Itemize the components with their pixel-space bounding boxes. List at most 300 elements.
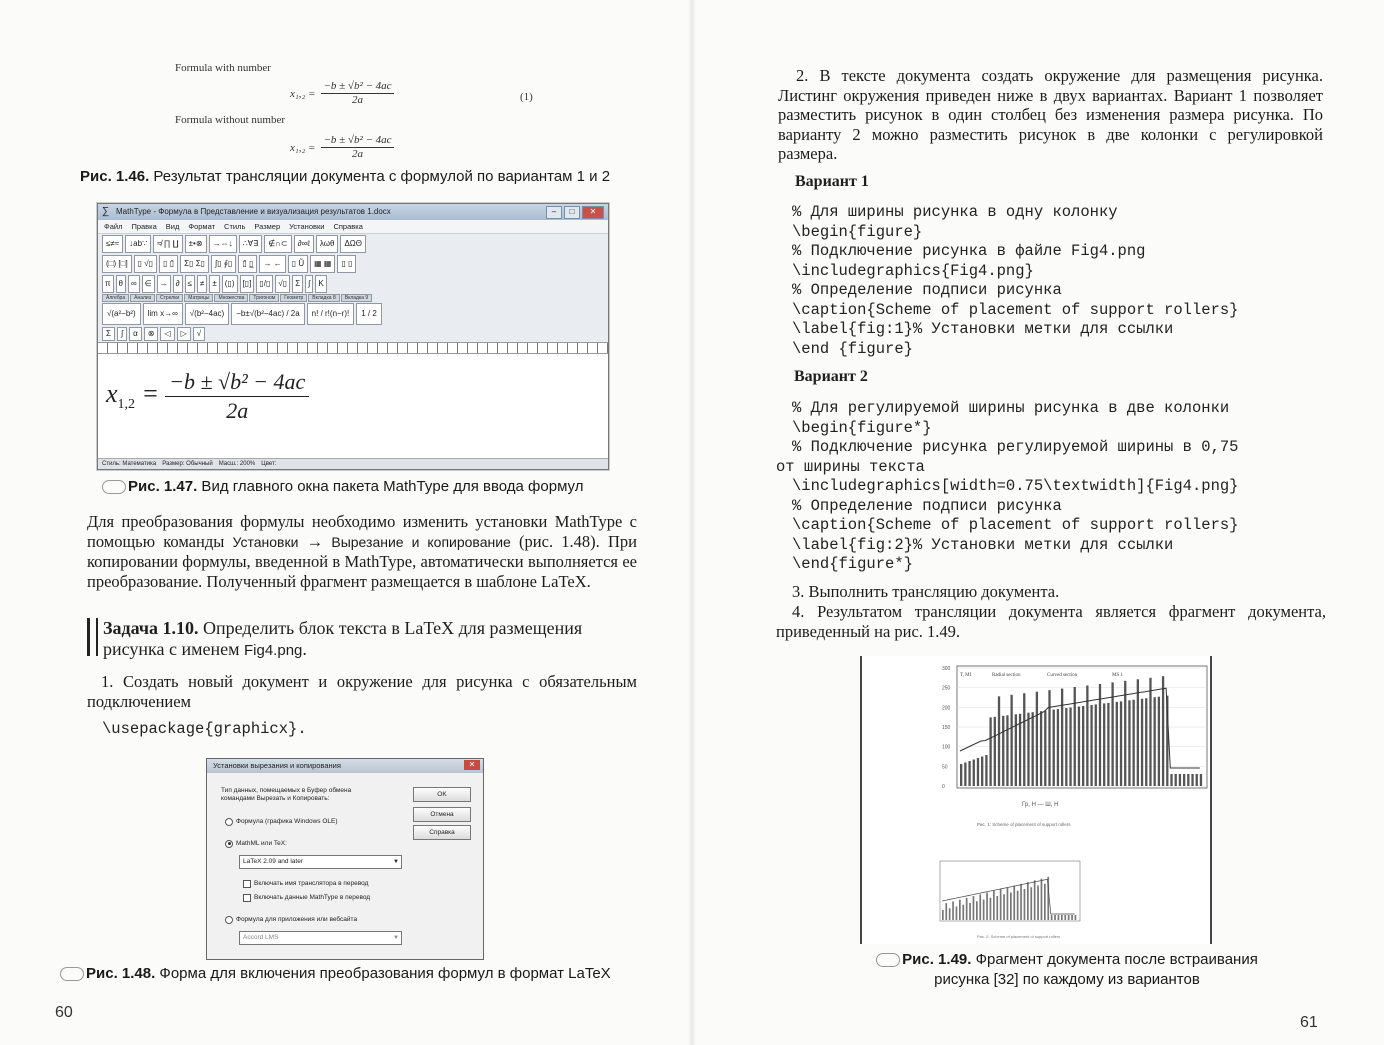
step-1: 1. Создать новый документ и окружение для рисунка с обязательным подключением	[87, 672, 637, 711]
task-marker	[87, 618, 98, 656]
chart-bar	[1065, 708, 1067, 786]
y-tick-label: 0	[942, 784, 945, 790]
translator-select[interactable]	[239, 855, 402, 869]
maximize-icon[interactable]: □	[564, 206, 580, 219]
symbol-palette-button[interactable]: ▯ ▯̄	[159, 255, 178, 273]
figure-caption-1-46	[80, 168, 670, 185]
y-tick-label: 100	[942, 744, 951, 751]
variant-1-heading: Вариант 1	[795, 173, 869, 190]
mathtype-window	[97, 203, 609, 470]
chart-bar	[981, 757, 983, 787]
chart-bar	[1149, 678, 1151, 786]
symbol-palette-button[interactable]: ▯ ▯	[337, 255, 356, 273]
chart-bar	[1048, 690, 1050, 786]
template-tabs	[98, 294, 608, 302]
formula-fraction	[321, 134, 393, 161]
formula-denominator: 2a	[352, 148, 364, 160]
formula-editing-area[interactable]	[98, 354, 608, 458]
checkbox-icon[interactable]	[243, 880, 251, 888]
chart-bar	[1007, 887, 1009, 920]
ruler	[98, 342, 608, 354]
option-label: Формула (графика Windows OLE)	[236, 818, 338, 825]
region-label: Curved section	[1047, 673, 1078, 678]
chart-bar	[990, 898, 992, 920]
window-title: MathType - Формула в Представление и визуализация результатов 1.docx	[116, 207, 391, 216]
numbered-formula	[290, 80, 394, 107]
option-label: Включать данные MathType в перевод	[254, 894, 371, 901]
toolbar-symbol[interactable]: ∫	[117, 327, 127, 341]
chart-bar	[1071, 915, 1073, 920]
formula-numerator: −b ± √b² − 4ac	[165, 368, 309, 397]
include-mathtype-data[interactable]	[243, 893, 370, 902]
symbol-palette-button[interactable]: [▯]	[240, 275, 255, 293]
chevron-down-icon: ▼	[393, 935, 399, 941]
chart-bar	[1019, 714, 1021, 786]
caption-text: Вид главного окна пакета MathType для ввода формул	[197, 478, 584, 495]
formula-variable: $x_{1,2}$ =	[106, 379, 160, 413]
symbol-palette-button[interactable]: ∫	[305, 275, 313, 293]
chart-bar	[949, 908, 951, 920]
symbol-palette-button[interactable]: ▯̄ ▯̲	[238, 255, 257, 273]
menu-item[interactable]: Размер	[254, 222, 281, 231]
template-tab[interactable]: Матрицы	[184, 294, 213, 302]
menu-item[interactable]: Файл	[104, 222, 123, 231]
ok-button[interactable]: OK	[413, 787, 471, 802]
symbol-palette-button[interactable]: ΔΩΘ	[340, 235, 366, 253]
caption-text: Результат трансляции документа с формулой по вариантам 1 и 2	[149, 168, 611, 185]
code-line: % Определение подписи рисунка	[792, 281, 1062, 299]
toolbar-symbol[interactable]: Σ	[102, 327, 115, 341]
formula-denominator: 2a	[352, 94, 364, 106]
symbol-palette-button[interactable]: ∴∀∃	[239, 235, 263, 253]
symbol-palette-button[interactable]: ▯/▯	[256, 275, 273, 293]
minimize-icon[interactable]: –	[546, 206, 562, 219]
chart-bar	[1116, 702, 1118, 786]
toolbar-symbol[interactable]: √	[193, 327, 205, 341]
chart-bar	[1024, 889, 1026, 920]
figure-1-49-graphics	[862, 656, 1210, 944]
template-tab[interactable]: Геометр	[280, 294, 307, 302]
chart-bar	[1103, 703, 1105, 786]
arrow-glyph: →	[298, 531, 332, 551]
variant-2-code	[776, 399, 1238, 575]
chart-bar	[1183, 774, 1185, 786]
template-tab[interactable]: Тригоном	[249, 294, 279, 302]
menu-item[interactable]: Правка	[131, 222, 157, 231]
code-line: % Для регулируемой ширины рисунка в две колонки	[792, 399, 1230, 417]
cloud-icon	[60, 967, 84, 981]
chart-bar	[964, 763, 966, 787]
caption-text: Фрагмент документа после встраивания	[971, 951, 1258, 968]
region-label: MS 1	[1112, 673, 1123, 678]
chart-bar	[989, 717, 991, 786]
code-line: % Подключение рисунка в файле Fig4.png	[792, 242, 1146, 260]
chart-bar	[973, 896, 975, 920]
chevron-down-icon: ▼	[393, 859, 399, 865]
chart-bar	[1170, 774, 1172, 786]
help-button[interactable]: Справка	[413, 825, 471, 840]
code-line: \caption{Scheme of placement of support rollers}	[792, 300, 1239, 319]
code-line: % Для ширины рисунка в одну колонку	[792, 203, 1118, 221]
chart-bar	[1158, 697, 1160, 786]
usepackage-code: \usepackage{graphicx}.	[102, 720, 307, 738]
symbol-palette-button[interactable]: ∂	[173, 275, 183, 293]
chart-bar	[1023, 693, 1025, 786]
chart-bar	[956, 907, 958, 921]
close-icon[interactable]: ✕	[464, 760, 480, 770]
template-button[interactable]: n! / r!(n−r)!	[307, 303, 355, 325]
code-line: \includegraphics{Fig4.png}	[792, 261, 1034, 280]
chart-bar	[942, 910, 944, 920]
template-tab[interactable]: Анализ	[130, 294, 155, 302]
formula-with-number-label: Formula with number	[175, 62, 271, 74]
document-fragment-figure	[860, 656, 1212, 944]
caption-number: Рис. 1.48.	[86, 965, 156, 982]
y-tick-label: 50	[942, 764, 948, 771]
chart-bar	[1000, 889, 1002, 920]
code-line: \end{figure*}	[792, 555, 913, 573]
mathtype-app-icon: ∑	[102, 206, 110, 217]
chart-bar	[998, 696, 1000, 786]
chart-bar	[1196, 774, 1198, 786]
formula-lhs: x₁,₂ =	[290, 87, 316, 100]
small-toolbar	[98, 326, 608, 342]
formula-numerator: −b ± √b² − 4ac	[323, 80, 392, 92]
chart-bar	[1078, 707, 1080, 786]
chart-bar	[1128, 700, 1130, 786]
chart-bar	[1064, 915, 1066, 920]
symbol-palette-button[interactable]: π	[102, 275, 114, 293]
cloud-icon	[876, 953, 900, 967]
select-value: Accord LMS	[243, 934, 279, 941]
chart-bar	[1175, 774, 1177, 786]
chart-bar	[1124, 681, 1126, 786]
window-controls	[546, 206, 604, 219]
cloud-icon	[102, 480, 126, 494]
symbol-palette-button[interactable]: ∈	[142, 275, 155, 293]
y-tick-label: 150	[942, 725, 951, 731]
chart-bar	[977, 758, 979, 786]
chart-bar	[1132, 700, 1134, 786]
formula-without-number-label: Formula without number	[175, 114, 285, 126]
unnumbered-formula	[290, 134, 394, 161]
code-line: \label{fig:2}% Установки метки для ссылки	[792, 535, 1174, 554]
template-tab[interactable]: Алгебра	[102, 294, 129, 302]
formula-denominator: 2a	[226, 398, 249, 423]
chart-bar	[1137, 679, 1139, 786]
chart-bar	[1044, 884, 1046, 920]
symbol-palette-button[interactable]: ▯ √▯	[134, 255, 157, 273]
step-4: 4. Результатом трансляции документа является фрагмент документа, приведенный на рис. 1.49.	[776, 602, 1326, 641]
symbol-palette-button[interactable]: Σ	[292, 275, 303, 293]
figure-caption-1-49	[832, 950, 1302, 990]
symbol-palette-button[interactable]: ≤≠≈	[102, 235, 123, 253]
symbol-palette-button[interactable]: θ	[116, 275, 126, 293]
paragraph-text: (рис. 1.48). При копировании формулы, введенной в MathType, автоматически выполняется ее преобразование. Полученный фрагмент размещается в шаблоне LaTeX.	[87, 531, 637, 591]
figure-caption-1-48	[60, 965, 680, 982]
chart-bar	[962, 905, 964, 920]
dialog-description: Тип данных, помещаемых в Буфер обмена командами Вырезать и Копировать:	[221, 787, 352, 802]
chart-bar	[1057, 709, 1059, 786]
template-button[interactable]: 1 / 2	[356, 303, 382, 325]
chart-bar	[952, 901, 954, 920]
symbol-palette-button[interactable]: ▯ Ũ	[288, 255, 308, 273]
menu-item[interactable]: Стиль	[224, 222, 246, 231]
chart-bar	[1036, 692, 1038, 786]
chart-bar	[985, 755, 987, 786]
close-icon[interactable]: ✕	[582, 206, 604, 219]
symbol-palette-button[interactable]: → ←	[259, 255, 285, 273]
code-line: % Определение подписи рисунка	[792, 496, 1062, 515]
status-item: Масш.: 200%	[218, 461, 256, 467]
symbol-palette-button[interactable]: ↓ab∵	[125, 235, 151, 253]
toolbar-symbol[interactable]: ⊗	[144, 327, 159, 341]
menu-item[interactable]: Справка	[333, 222, 363, 231]
menu-item[interactable]: Вид	[165, 222, 180, 231]
symbol-palette-button[interactable]: ≉ ∏ ∐	[153, 235, 182, 253]
status-item: Стиль: Математика	[102, 461, 157, 467]
menu-item[interactable]: Установки	[289, 222, 325, 231]
option-web-app[interactable]	[225, 915, 357, 924]
dialog-title: Установки вырезания и копирования	[213, 761, 341, 770]
chart-bar	[945, 903, 947, 920]
formula-fraction	[321, 80, 393, 107]
chart-bar	[993, 891, 995, 920]
chart-bar	[959, 900, 961, 920]
paragraph-text: Для преобразования формулы необходимо изменить установки MathType с помощью команды	[87, 512, 637, 551]
template-button[interactable]: lim x→∞	[143, 303, 183, 325]
chart-bar	[994, 717, 996, 786]
template-button[interactable]: −b±√(b²−4ac) / 2a	[231, 303, 304, 325]
template-button[interactable]: √(b²−4ac)	[185, 303, 229, 325]
status-bar	[98, 458, 608, 469]
region-label: T, MI	[960, 673, 972, 678]
symbol-palette-button[interactable]: √▯	[275, 275, 290, 293]
chart-bar	[966, 898, 968, 920]
chart-bar	[1003, 894, 1005, 920]
select-value: LaTeX 2.09 and later	[243, 858, 303, 865]
chart-bar	[973, 760, 975, 787]
task-statement	[103, 618, 643, 661]
variant-1-code	[792, 203, 1238, 359]
step-2: 2. В тексте документа создать окружение для размещения рисунка. Листинг окружения приведен ниже в двух вариантах. Вариант 1 позволяет разместить рисунок в один столбец без изменения размера рисунка. По варианту 2 можно разместить рисунок в две колонки с регулировкой размера.	[778, 66, 1323, 163]
code-line: \label{fig:1}% Установки метки для ссылки	[792, 320, 1174, 338]
code-line: \caption{Scheme of placement of support rollers}	[792, 516, 1239, 534]
chart-bar	[1141, 699, 1143, 786]
template-tab[interactable]: Вкладка 8	[308, 294, 339, 302]
chart-bar	[1095, 704, 1097, 786]
y-tick-label: 200	[942, 705, 951, 712]
chart-bar	[1010, 695, 1012, 786]
template-tab[interactable]: Множества	[214, 294, 248, 302]
chart-bar	[1090, 705, 1092, 786]
chart-bar	[983, 900, 985, 921]
chart-bar	[1002, 716, 1004, 786]
code-line: \includegraphics[width=0.75\textwidth]{Fig4.png}	[792, 477, 1239, 495]
symbol-palette-button[interactable]: →	[157, 275, 171, 293]
chart-bar	[1107, 703, 1109, 786]
code-line: % Подключение рисунка регулируемой ширины в 0,75	[792, 438, 1239, 456]
right-page	[692, 0, 1384, 1045]
chart-bar	[1053, 710, 1055, 786]
toolbar-symbol[interactable]: ◁	[160, 327, 174, 341]
symbol-palette-button[interactable]: ±•⊗	[185, 235, 207, 253]
figure-caption-1-47	[102, 478, 682, 495]
equation-number: (1)	[520, 91, 533, 103]
symbol-palette-button[interactable]: ±	[209, 275, 219, 293]
symbol-palette-button[interactable]: λωθ	[316, 235, 339, 253]
formula-fraction	[165, 368, 309, 425]
region-label: Radial section	[992, 673, 1021, 678]
chart-bar	[969, 903, 971, 920]
chart-bar	[1010, 893, 1012, 921]
symbol-palette-button[interactable]: (□) [□]	[102, 255, 132, 273]
chart-bar	[1120, 701, 1122, 786]
include-translator-name[interactable]	[243, 879, 368, 888]
chart-bar	[976, 901, 978, 920]
chart-bar	[1032, 712, 1034, 786]
chart-bar	[979, 894, 981, 920]
chart-bar	[1074, 687, 1076, 786]
symbol-palette-button[interactable]: ≤	[185, 275, 195, 293]
task-end: .	[302, 639, 307, 659]
caption-text-line-2: рисунка [32] по каждому из вариантов	[934, 971, 1200, 988]
symbol-palette-button[interactable]: ∉∩⊂	[264, 235, 291, 253]
caption-text: Форма для включения преобразования формул в формат LaTeX	[155, 965, 611, 982]
symbol-palette-button[interactable]: ∂∞ℓ	[294, 235, 314, 253]
task-filename: Fig4.png	[244, 642, 303, 659]
page-number: 60	[55, 1004, 73, 1021]
chart-bar	[968, 761, 970, 786]
menu-item[interactable]: Формат	[188, 222, 216, 231]
y-tick-label: 250	[942, 685, 951, 692]
chart-bar	[960, 764, 962, 786]
symbol-palette-button[interactable]: ▦ ▦	[310, 255, 335, 273]
option-mathml-tex[interactable]	[225, 839, 287, 848]
template-tab[interactable]: Стрелки	[156, 294, 183, 302]
chart-bar	[1075, 915, 1077, 920]
template-tab[interactable]: Вкладка 9	[341, 294, 372, 302]
checkbox-icon[interactable]	[243, 894, 251, 902]
option-ole-graphic[interactable]	[225, 817, 338, 826]
ui-command: Установки	[232, 533, 299, 550]
symbol-palette-button[interactable]: ≠	[197, 275, 207, 293]
code-line: \begin{figure*}	[792, 418, 932, 437]
code-line: от ширины текста	[776, 457, 925, 476]
y-tick-label: 300	[942, 666, 951, 672]
chart-bar	[1061, 689, 1063, 786]
chart-bar	[1058, 915, 1060, 920]
chart-bar	[1187, 774, 1189, 786]
template-button[interactable]: √(a²−b²)	[102, 303, 141, 325]
page-number: 61	[1300, 1014, 1318, 1031]
chart-bar	[986, 893, 988, 920]
template-palette	[98, 302, 608, 326]
radio-icon[interactable]	[225, 840, 233, 848]
sub-caption-1: Рис. 1: Scheme of placement of support rollers	[977, 822, 1071, 827]
chart-bar	[1061, 915, 1063, 920]
chart-bar	[1051, 915, 1053, 920]
chart-bar	[996, 896, 998, 920]
formula-lhs: x₁,₂ =	[290, 141, 316, 154]
dialog-titlebar	[207, 759, 483, 773]
symbol-palette-row-2	[98, 254, 608, 274]
toolbar-symbol[interactable]: α	[129, 327, 142, 341]
caption-number: Рис. 1.49.	[902, 951, 972, 968]
chart-bar	[1040, 711, 1042, 786]
toolbar-symbol[interactable]: ▷	[177, 327, 191, 341]
chart-bar	[1179, 774, 1181, 786]
symbol-palette-row-1	[98, 234, 608, 254]
chart-bar	[1037, 886, 1039, 921]
task-text: Определить блок текста в LaTeX для размещения рисунка с именем	[103, 618, 583, 659]
chart-bar	[1013, 886, 1015, 920]
chart-bar	[1041, 879, 1043, 920]
body-paragraph	[87, 512, 637, 591]
option-label: Включать имя транслятора в перевод	[254, 880, 369, 887]
status-item: Размер: Обычный	[162, 461, 213, 467]
chart-bar	[1154, 697, 1156, 786]
symbol-palette-button[interactable]: (▯)	[222, 275, 238, 293]
chart-bar	[1162, 676, 1164, 786]
chart-bar	[1030, 887, 1032, 920]
symbol-palette-button[interactable]: ∞	[128, 275, 140, 293]
chart-bar	[1027, 713, 1029, 786]
symbol-palette-button[interactable]: Σ▯ Σ▯	[180, 255, 209, 273]
task-label: Задача 1.10.	[103, 618, 199, 638]
window-titlebar	[98, 204, 608, 220]
web-app-select[interactable]	[239, 931, 402, 945]
chart-bar	[1082, 706, 1084, 786]
chart-bar	[1044, 711, 1046, 786]
chart-bar	[1017, 891, 1019, 920]
step-3: 3. Выполнить трансляцию документа.	[792, 582, 1060, 601]
caption-number: Рис. 1.46.	[80, 168, 150, 185]
clipboard-settings-dialog	[206, 758, 484, 960]
chart-bar	[1054, 915, 1056, 920]
chart-bar	[1145, 698, 1147, 786]
ui-command: Вырезание и копирование	[331, 533, 511, 550]
formula-numerator: −b ± √b² − 4ac	[323, 134, 392, 146]
option-label: MathML или TeX:	[236, 840, 287, 847]
radio-icon[interactable]	[225, 818, 233, 826]
option-label: Формула для приложения или вебсайта	[236, 916, 358, 923]
code-line: \begin{figure}	[792, 222, 923, 241]
sub-caption-2: Рис. 2: Scheme of placement of support rollers	[977, 934, 1061, 939]
chart-bar	[1069, 708, 1071, 786]
chart-bar	[1027, 882, 1029, 920]
symbol-palette-button[interactable]: K	[315, 275, 326, 293]
status-item: Цвет:	[261, 461, 277, 467]
chart-bar	[1111, 682, 1113, 786]
chart-bar	[1191, 774, 1193, 786]
cancel-button[interactable]: Отмена	[413, 807, 471, 822]
chart-bar	[1068, 915, 1070, 920]
upper-chart-legend: Гр, Н — Ш, Н	[1022, 802, 1059, 808]
menubar	[98, 220, 608, 234]
chart-bar	[1006, 715, 1008, 786]
caption-number: Рис. 1.47.	[128, 478, 198, 495]
variant-2-heading: Вариант 2	[794, 368, 868, 385]
code-line: \end {figure}	[792, 339, 913, 358]
symbol-palette-button[interactable]: ∫▯ ∮▯	[211, 255, 236, 273]
radio-icon[interactable]	[225, 916, 233, 924]
chart-bar	[1020, 884, 1022, 920]
symbol-palette-row-3	[98, 274, 608, 294]
chart-bar	[1200, 774, 1202, 786]
symbol-palette-button[interactable]: →⇔↓	[209, 235, 237, 253]
chart-bar	[1034, 880, 1036, 920]
